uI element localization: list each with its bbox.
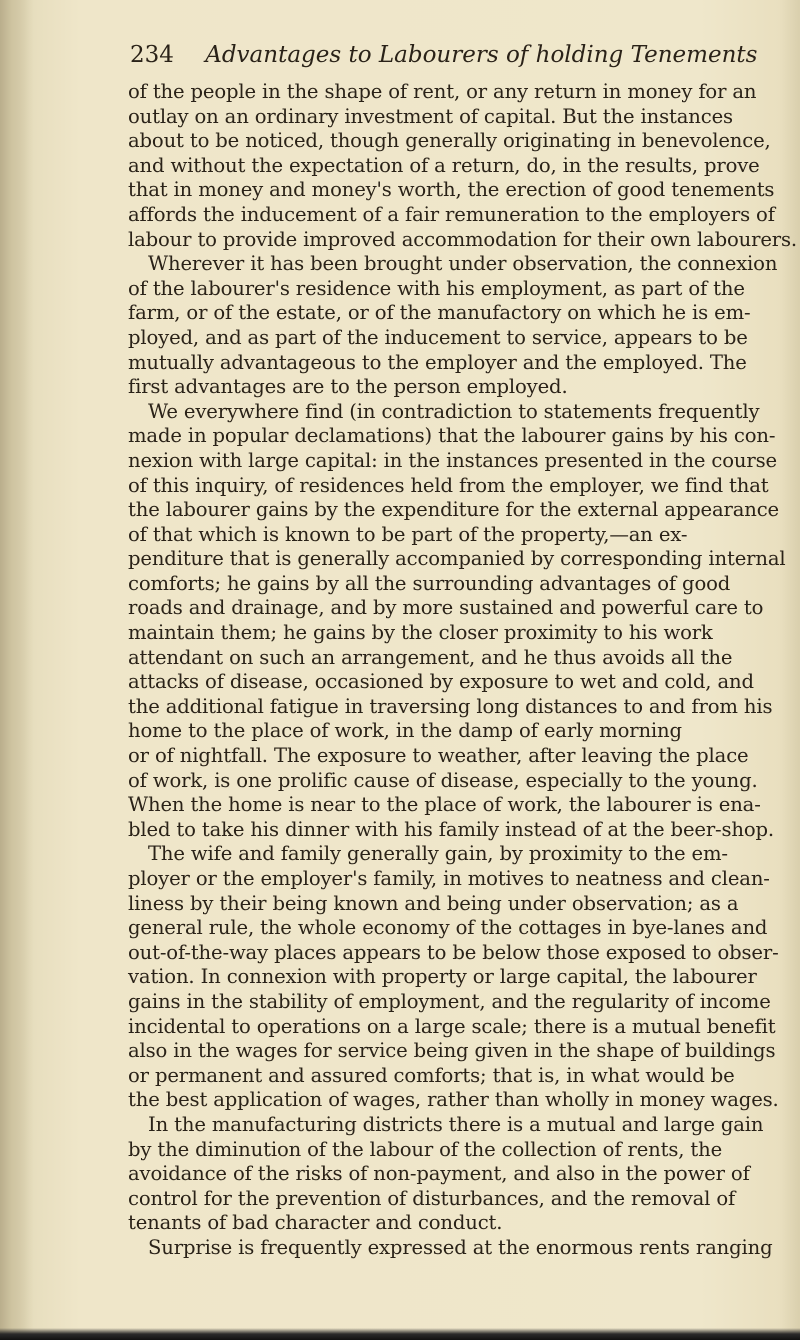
- text-line: attendant on such an arrangement, and he thus avoids all the: [128, 645, 733, 669]
- text-line: labour to provide improved accommodation for their own labourers.: [128, 227, 797, 251]
- page-bottom-edge: [0, 1328, 800, 1340]
- text-line: Surprise is frequently expressed at the enormous rents ranging: [148, 1235, 773, 1259]
- text-line: The wife and family generally gain, by proximity to the em-: [148, 842, 728, 866]
- text-line: comforts; he gains by all the surrounding advantages of good: [128, 571, 731, 595]
- text-line: made in popular declamations) that the labourer gains by his con-: [128, 424, 776, 448]
- text-line: maintain them; he gains by the closer proximity to his work: [128, 621, 713, 645]
- text-line: the best application of wages, rather than wholly in money wages.: [128, 1088, 779, 1112]
- text-line: control for the prevention of disturbances, and the removal of: [128, 1186, 736, 1210]
- text-line: the additional fatigue in traversing long distances to and from his: [128, 694, 773, 718]
- text-line: outlay on an ordinary investment of capital. But the instances: [128, 104, 733, 128]
- text-line: gains in the stability of employment, and the regularity of income: [128, 989, 771, 1013]
- page-header: [130, 42, 758, 78]
- text-line: of the people in the shape of rent, or any return in money for an: [128, 80, 757, 103]
- text-line: general rule, the whole economy of the cottages in bye-lanes and: [128, 916, 768, 940]
- text-line: mutually advantageous to the employer and the employed. The: [128, 350, 747, 374]
- text-line: first advantages are to the person employed.: [128, 375, 568, 399]
- text-line: and without the expectation of a return, do, in the results, prove: [128, 153, 760, 177]
- text-line: of the labourer's residence with his employment, as part of the: [128, 276, 745, 300]
- text-line: of work, is one prolific cause of disease, especially to the young.: [128, 768, 758, 792]
- text-line: Wherever it has been brought under observation, the connexion: [148, 252, 778, 276]
- text-line: liness by their being known and being under observation; as a: [128, 891, 739, 915]
- text-line: ployer or the employer's family, in motives to neatness and clean-: [128, 867, 770, 890]
- text-line: tenants of bad character and conduct.: [128, 1211, 503, 1235]
- running-title: Advantages to Labourers of holding Tenements: [205, 42, 758, 68]
- text-line: also in the wages for service being given in the shape of buildings: [128, 1039, 776, 1063]
- text-line: ployed, and as part of the inducement to service, appears to be: [128, 325, 748, 349]
- body-text: [128, 80, 797, 1261]
- text-line: roads and drainage, and by more sustained and powerful care to: [128, 596, 764, 620]
- text-line: of that which is known to be part of the property,—an ex-: [128, 522, 688, 546]
- text-line: bled to take his dinner with his family instead of at the beer-shop.: [128, 817, 775, 841]
- text-line: or of nightfall. The exposure to weather, after leaving the place: [128, 744, 749, 768]
- binding-gutter-shadow: [0, 0, 34, 1340]
- text-line: by the diminution of the labour of the collection of rents, the: [128, 1137, 723, 1161]
- text-line: about to be noticed, though generally originating in benevolence,: [128, 129, 771, 153]
- text-line: When the home is near to the place of work, the labourer is ena-: [128, 793, 761, 817]
- text-line: vation. In connexion with property or large capital, the labourer: [128, 965, 757, 989]
- text-line: nexion with large capital: in the instances presented in the course: [128, 448, 777, 472]
- text-line: In the manufacturing districts there is a mutual and large gain: [148, 1112, 764, 1136]
- text-line: out-of-the-way places appears to be below those exposed to obser-: [128, 940, 779, 964]
- text-line: penditure that is generally accompanied by corresponding internal: [128, 547, 786, 571]
- text-line: farm, or of the estate, or of the manufactory on which he is em-: [128, 301, 751, 325]
- text-line: the labourer gains by the expenditure for the external appearance: [128, 498, 779, 522]
- text-line: affords the inducement of a fair remuneration to the employers of: [128, 202, 775, 226]
- text-line: avoidance of the risks of non-payment, and also in the power of: [128, 1162, 750, 1186]
- page-number: 234: [130, 42, 174, 68]
- text-line: or permanent and assured comforts; that is, in what would be: [128, 1063, 735, 1087]
- text-line: that in money and money's worth, the erection of good tenements: [128, 178, 775, 202]
- text-line: home to the place of work, in the damp of early morning: [128, 719, 682, 743]
- text-line: We everywhere find (in contradiction to statements frequently: [148, 399, 760, 423]
- text-line: attacks of disease, occasioned by exposure to wet and cold, and: [128, 670, 754, 694]
- text-line: incidental to operations on a large scale; there is a mutual benefit: [128, 1014, 776, 1038]
- text-line: of this inquiry, of residences held from the employer, we find that: [128, 473, 769, 497]
